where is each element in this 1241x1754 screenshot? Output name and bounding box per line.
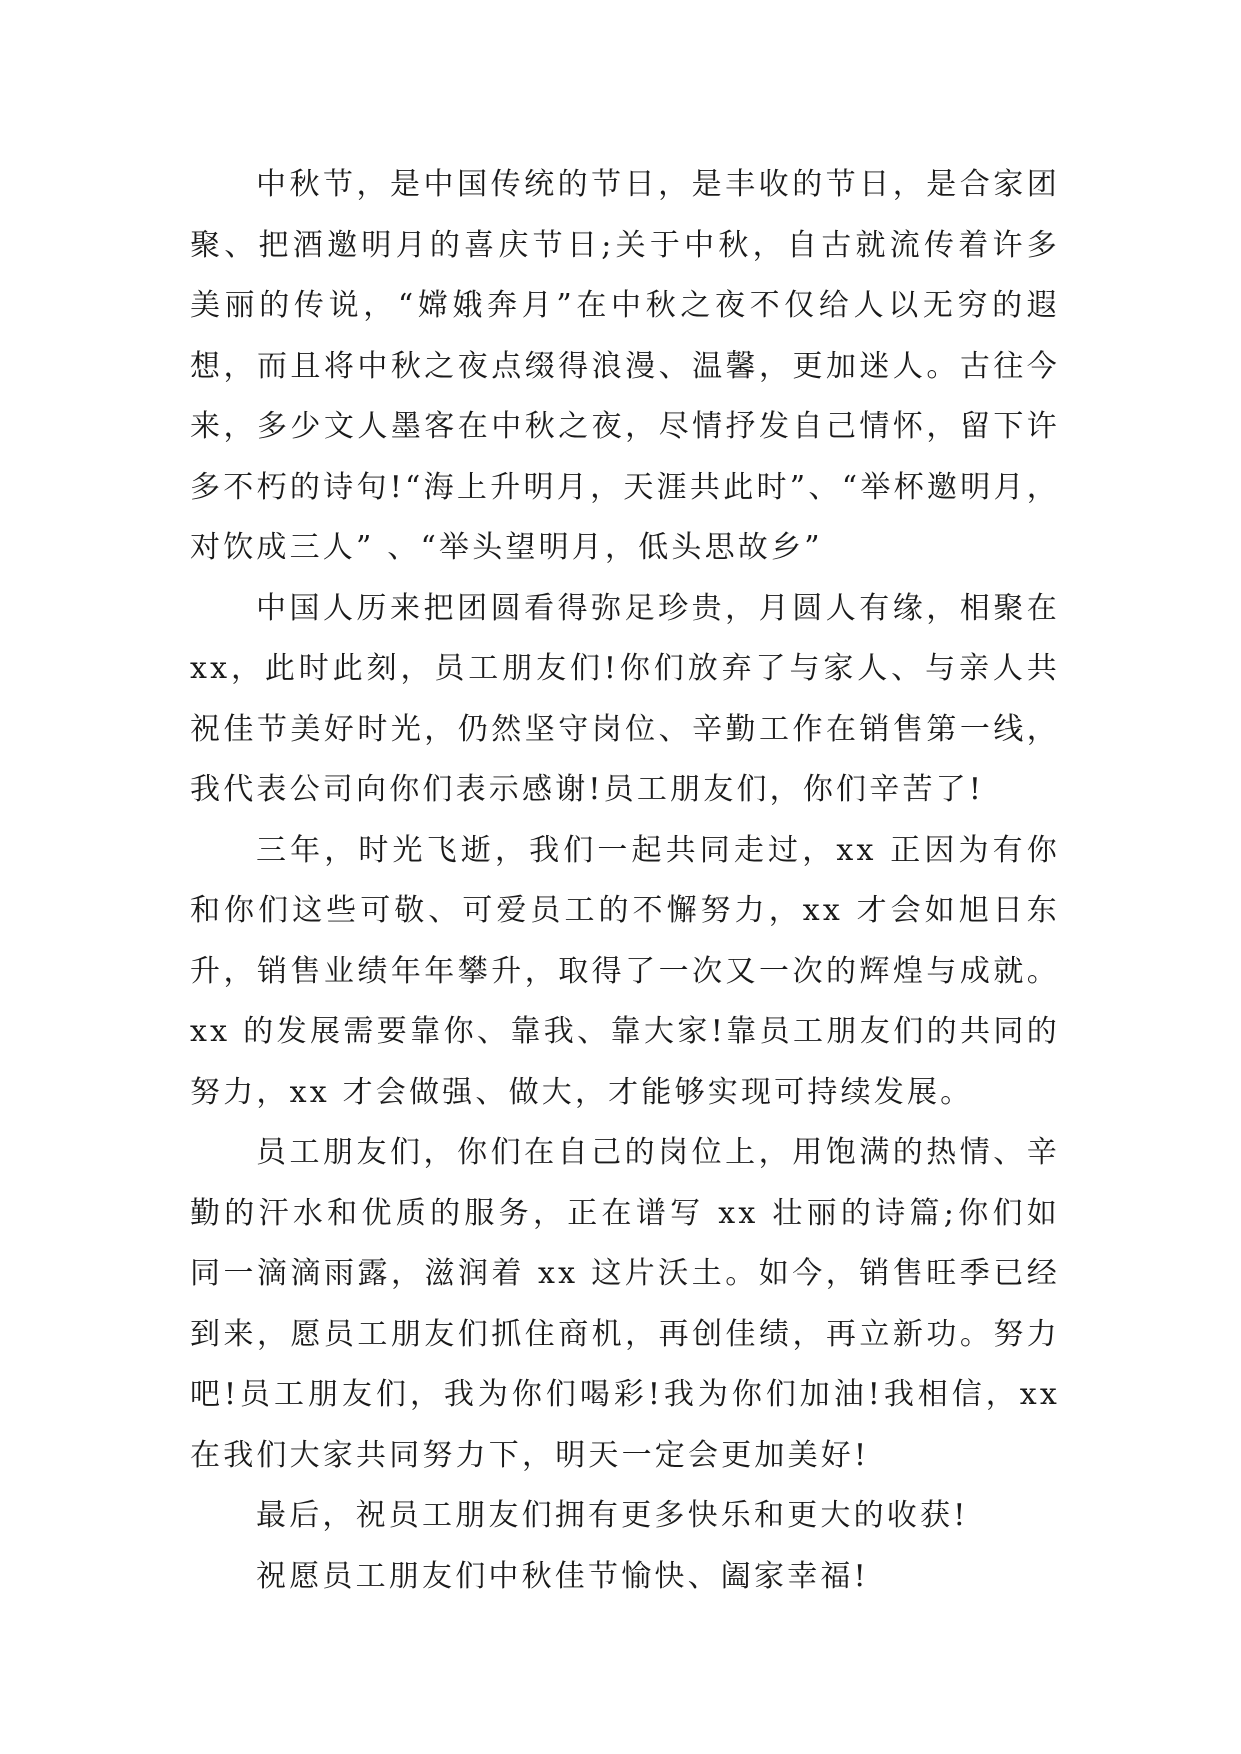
paragraph-encouragement: 员工朋友们，你们在自己的岗位上，用饱满的热情、辛勤的汗水和优质的服务，正在谱写 xx 壮丽的诗篇;你们如同一滴滴雨露，滋润着 xx 这片沃土。如今，销售旺季已经到来，愿员工朋友们抓住商机，再创佳绩，再立新功。努力吧!员工朋友们，我为你们喝彩!我为你们加油!我相信，xx 在我们大家共同努力下，明天一定会更加美好!	[190, 1135, 1060, 1473]
paragraph-festival-greeting: 祝愿员工朋友们中秋佳节愉快、阖家幸福!	[256, 1558, 869, 1594]
paragraph-final-wishes: 最后，祝员工朋友们拥有更多快乐和更大的收获!	[256, 1498, 969, 1533]
paragraph-three-years: 三年，时光飞逝，我们一起共同走过，xx 正因为有你和你们这些可敬、可爱员工的不懈努力，xx 才会如旭日东升，销售业绩年年攀升，取得了一次又一次的辉煌与成就。xx 的发展需要靠你、靠我、靠大家!靠员工朋友们的共同的努力，xx 才会做强、做大，才能够实现可持续发展。	[190, 832, 1060, 1110]
document-body	[190, 155, 1060, 1607]
paragraph-thanks-employees: 中国人历来把团圆看得弥足珍贵，月圆人有缘，相聚在xx，此时此刻，员工朋友们!你们放弃了与家人、与亲人共祝佳节美好时光，仍然坚守岗位、辛勤工作在销售第一线，我代表公司向你们表示感谢!员工朋友们，你们辛苦了!	[190, 590, 1060, 807]
paragraph-mid-autumn-intro: 中秋节，是中国传统的节日，是丰收的节日，是合家团聚、把酒邀明月的喜庆节日;关于中秋，自古就流传着许多美丽的传说，“嫦娥奔月”在中秋之夜不仅给人以无穷的遐想，而且将中秋之夜点缀得浪漫、温馨，更加迷人。古往今来，多少文人墨客在中秋之夜，尽情抒发自己情怀，留下许多不朽的诗句!“海上升明月，天涯共此时”、“举杯邀明月，对饮成三人” 、“举头望明月，低头思故乡”	[190, 167, 1060, 565]
